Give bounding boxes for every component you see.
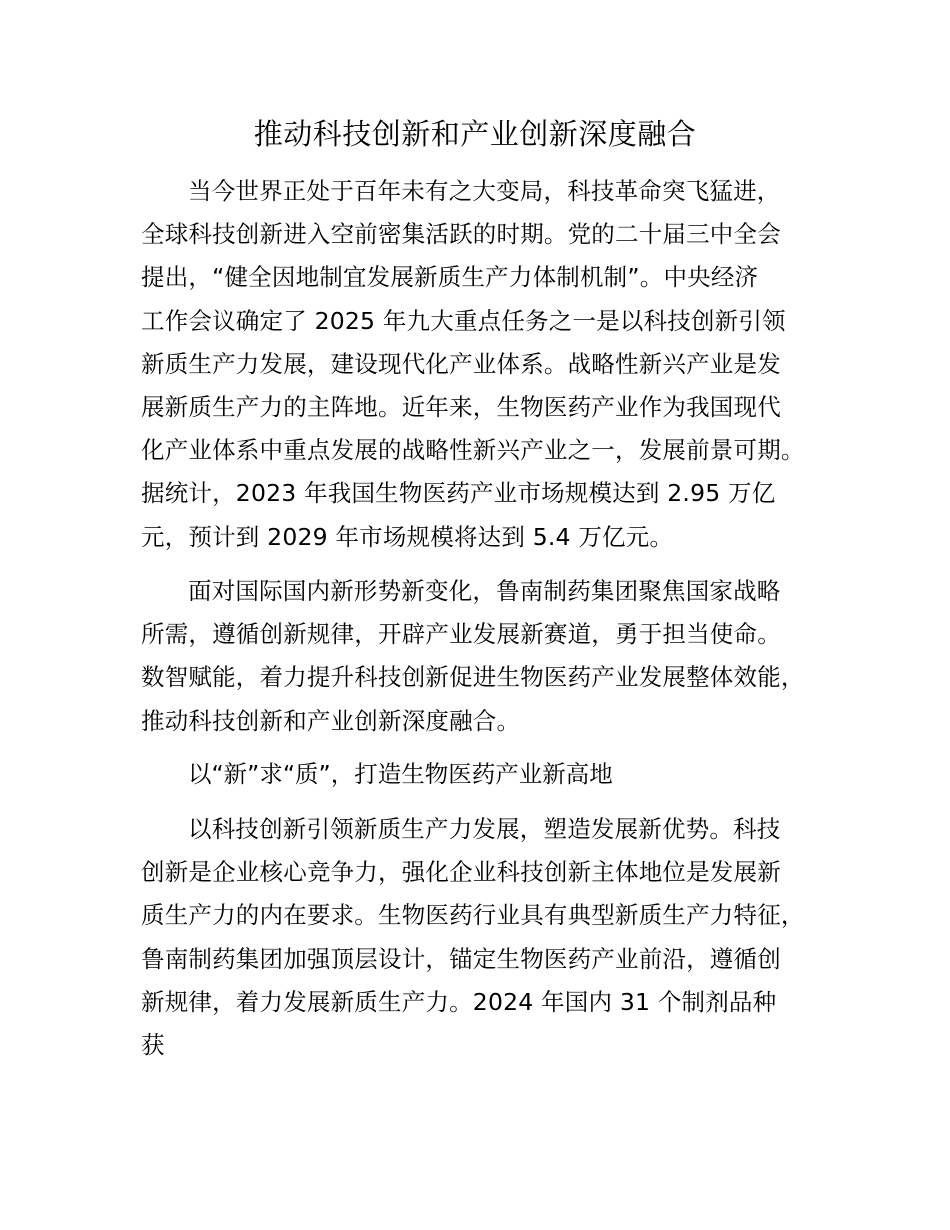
paragraph-line: 据统计，2023 年我国生物医药产业市场规模达到 2.95 万亿 [141,479,776,508]
paragraph-line: 元，预计到 2029 年市场规模将达到 5.4 万亿元。 [141,522,674,551]
document-title: 推动科技创新和产业创新深度融合 [253,117,697,151]
paragraph-line: 面对国际国内新形势新变化，鲁南制药集团聚焦国家战略 [188,577,781,605]
paragraph-intro [141,170,841,559]
paragraph-line: 新质生产力发展，建设现代化产业体系。战略性新兴产业是发 [141,349,781,378]
paragraph-line: 全球科技创新进入空前密集活跃的时期。党的二十届三中全会 [141,220,781,249]
paragraph-line: 创新是企业核心竞争力，强化企业科技创新主体地位是发展新 [141,858,781,887]
paragraph-line: 以科技创新引领新质生产力发展，塑造发展新优势。科技 [188,815,781,843]
paragraph-line: 鲁南制药集团加强顶层设计，锚定生物医药产业前沿，遵循创 [141,944,781,973]
paragraph-line: 展新质生产力的主阵地。近年来，生物医药产业作为我国现代 [141,393,781,422]
paragraph-company-response [141,570,841,743]
paragraph-line: 数智赋能，着力提升科技创新促进生物医药产业发展整体效能， [141,663,805,692]
paragraph-line: 提出，“健全因地制宜发展新质生产力体制机制”。中央经济 [141,263,759,292]
paragraph-innovation [141,808,841,1067]
paragraph-line: 获 [141,1031,165,1060]
paragraph-line: 当今世界正处于百年未有之大变局，科技革命突飞猛进， [188,177,781,205]
paragraph-line: 工作会议确定了 2025 年九大重点任务之一是以科技创新引领 [141,306,786,335]
paragraph-line: 化产业体系中重点发展的战略性新兴产业之一，发展前景可期。 [141,436,805,465]
paragraph-line: 所需，遵循创新规律，开辟产业发展新赛道，勇于担当使命。 [141,620,781,649]
paragraph-line: 质生产力的内在要求。生物医药行业具有典型新质生产力特征， [141,901,805,930]
section-heading: 以“新”求“质”，打造生物医药产业新高地 [188,760,613,788]
paragraph-line: 推动科技创新和产业创新深度融合。 [141,706,521,735]
paragraph-line: 新规律，着力发展新质生产力。2024 年国内 31 个制剂品种 [141,987,777,1016]
